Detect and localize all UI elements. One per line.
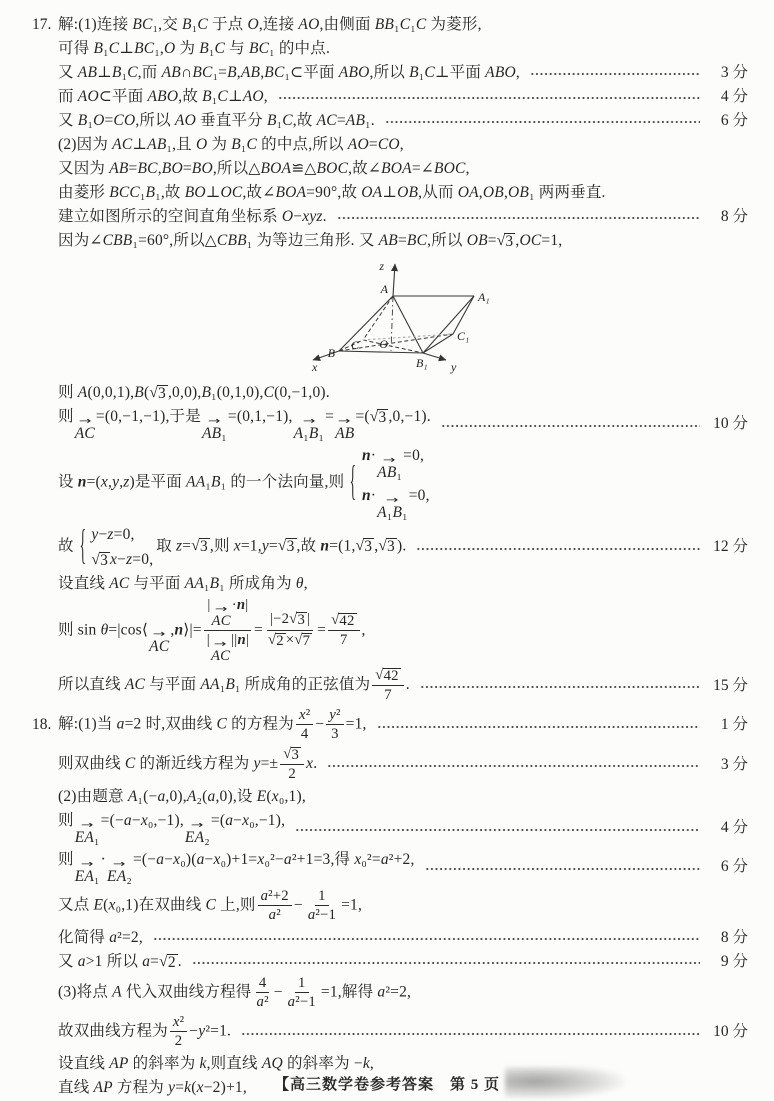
sqrt-radical: √ 3 xyxy=(355,537,373,556)
vector: → A₁B₁ xyxy=(293,415,325,442)
vector-arrow-icon: → xyxy=(214,603,228,615)
answer-line xyxy=(32,108,748,132)
line-text: 解:(1)连接 BC₁,交 B₁C 于点 O,连接 AO,由侧面 BB₁C₁C 为菱形, xyxy=(58,15,482,33)
fraction: $\frac{1}{\text{a²−1}}$ xyxy=(287,974,316,1011)
sqrt-radical: √ 2 xyxy=(159,952,176,971)
vector-arrow-icon: → xyxy=(190,819,204,831)
vector-arrow-icon: → xyxy=(383,454,397,466)
answer-line xyxy=(32,84,748,108)
sqrt-radical: √ 3 xyxy=(91,550,109,569)
vector: → AC xyxy=(211,603,231,629)
figure-label-A: A xyxy=(380,282,388,296)
vector: → EA₁ xyxy=(74,858,100,885)
score-label: 6 分 xyxy=(720,858,748,876)
cases-brace: { xyxy=(349,459,357,506)
line-text: 又因为 AB=BC,BO=BO,所以△BOA≌△BOC,故∠BOA=∠BOC, xyxy=(58,159,470,177)
answer-line xyxy=(32,595,748,665)
dotted-leader xyxy=(241,1028,700,1040)
line-text: 又 a>1 所以 a= √ 2 . xyxy=(58,952,182,971)
fraction: $\frac{\text{x²}}{4}$ xyxy=(296,707,313,743)
vector-arrow-icon: → xyxy=(302,415,316,427)
sqrt-radical: √ 3 xyxy=(378,537,395,556)
figure-row xyxy=(32,252,748,380)
cases-system: { y−z=0, √ 3 x−z=0, xyxy=(77,524,154,570)
line-text: (2)因为 AC⊥AB₁,且 O 为 B₁C 的中点,所以 AO=CO, xyxy=(58,135,404,153)
line-text: 故双曲线方程为 $\frac{\text{x²}}{2}$ −y²=1. xyxy=(58,1013,232,1050)
vector: → AB₁ xyxy=(377,454,403,481)
fraction: |−2 √ 3 | √ 2 × √ 7 xyxy=(265,611,315,649)
dotted-leader xyxy=(385,116,700,128)
answer-line xyxy=(32,404,748,443)
problem-number: 18. xyxy=(32,716,52,734)
score-label: 6 分 xyxy=(720,111,748,129)
vector: → A₁B₁ xyxy=(377,494,408,521)
page-footer xyxy=(0,1073,774,1094)
answer-line xyxy=(32,808,748,847)
answer-line xyxy=(32,784,748,808)
score-label: 3 分 xyxy=(720,755,748,773)
dotted-leader xyxy=(337,212,700,224)
line-text: 解:(1)当 a=2 时,双曲线 C 的方程为 $\frac{\text{x²}}{4}$ − $\frac{\text{y²}}{3}$ =1, xyxy=(58,706,367,743)
line-text: 又点 E(x₀,1)在双曲线 C 上,则 $\frac{\text{a²+2}}{\text{a²}}$ − $\frac{1}{\text{a²−1}}$ =1, xyxy=(58,887,363,924)
dotted-leader xyxy=(441,420,700,432)
dotted-leader xyxy=(153,933,700,945)
cases-system: { n· → AB₁ =0, n· → A₁B₁ =0, xyxy=(349,446,430,521)
vector: → EA₂ xyxy=(107,858,132,885)
vector: → AC xyxy=(210,638,231,664)
answer-line xyxy=(32,522,748,571)
score-label: 4 分 xyxy=(720,87,748,105)
sqrt-radical: √ 3 xyxy=(289,611,305,629)
answer-line xyxy=(32,228,748,252)
sqrt-radical: √ 42 xyxy=(331,611,355,629)
sqrt-radical: √ 3 xyxy=(369,407,387,426)
dotted-leader xyxy=(416,543,700,555)
vector: → AC xyxy=(74,415,95,442)
answer-line xyxy=(32,36,748,60)
answer-line xyxy=(32,705,748,744)
line-text: 则 A(0,0,1),B( √ 3 ,0,0),B₁(0,1,0),C(0,−1,0). xyxy=(58,383,330,402)
line-text: 设直线 AP 的斜率为 k,则直线 AQ 的斜率为 −k, xyxy=(58,1054,374,1072)
dotted-leader xyxy=(278,92,700,104)
answer-line xyxy=(32,380,748,404)
figure-label-C1: C₁ xyxy=(457,329,470,343)
answer-line xyxy=(32,847,748,886)
edge-A-B1 xyxy=(393,296,423,353)
answer-line xyxy=(32,925,748,949)
answer-line xyxy=(32,1051,748,1075)
vector: → AC xyxy=(149,628,170,655)
vector-arrow-icon: → xyxy=(207,415,221,427)
answer-line xyxy=(32,204,748,228)
figure-label-B: B xyxy=(327,346,335,360)
line-text: 又 B₁O=CO,所以 AO 垂直平分 B₁C,故 AC=AB₁. xyxy=(58,111,375,129)
line-text: 则 → AC =(0,−1,−1),于是 → AB₁ =(0,1,−1), → A₁B₁ = → AB =( √ 3 ,0,−1). xyxy=(58,407,431,442)
edge-C-C1 xyxy=(363,334,453,340)
vector-arrow-icon: → xyxy=(80,858,94,870)
sqrt-radical: √ 3 xyxy=(496,231,514,250)
fraction: $\frac{\text{y²}}{3}$ xyxy=(326,707,343,743)
z-axis xyxy=(393,264,395,296)
score-label: 8 分 xyxy=(720,928,748,946)
vector-arrow-icon: → xyxy=(214,638,227,650)
line-text: 故 { y−z=0, √ 3 x−z=0, 取 z= √ 3 ,则 x=1,y= √ 3 ,故 n=(1, √ 3 , √ 3 ). xyxy=(58,524,406,570)
score-label: 10 分 xyxy=(713,1023,748,1041)
score-label: 15 分 xyxy=(713,676,748,694)
figure-label-y: y xyxy=(451,360,457,374)
sqrt-radical: √ 7 xyxy=(294,631,311,649)
fraction: √ 42 7 xyxy=(328,612,359,649)
dotted-leader xyxy=(420,681,700,693)
answer-line xyxy=(32,1012,748,1051)
vector: → EA₁ xyxy=(74,819,100,846)
vector-arrow-icon: → xyxy=(338,415,352,427)
answer-line xyxy=(32,744,748,784)
line-text: (2)由题意 A₁(−a,0),A₂(a,0),设 E(x₀,1), xyxy=(58,787,306,805)
score-label: 12 分 xyxy=(713,538,748,556)
answer-line xyxy=(32,666,748,706)
answer-line xyxy=(32,949,748,973)
line-text: 化简得 a²=2, xyxy=(58,928,143,946)
line-text: 又 AB⊥B₁C,而 AB∩BC₁=B,AB,BC₁⊂平面 ABO,所以 B₁C⊥平面 ABO, xyxy=(58,63,520,81)
dotted-leader xyxy=(327,760,700,772)
answer-line xyxy=(32,12,748,36)
figure-label-B1: B₁ xyxy=(416,356,428,370)
answer-line xyxy=(32,132,748,156)
x-axis xyxy=(313,351,339,360)
score-label: 4 分 xyxy=(720,819,748,837)
figure-label-x: x xyxy=(312,360,318,374)
edge-A-C xyxy=(363,296,393,340)
vector-arrow-icon: → xyxy=(386,494,399,506)
line-text: 直线 AP 方程为 y=k(x−2)+1, xyxy=(58,1078,247,1096)
line-text: 设直线 AC 与平面 AA₁B₁ 所成角为 θ, xyxy=(58,574,308,592)
fraction: $\frac{\text{a²+2}}{\text{a²}}$ xyxy=(258,888,292,924)
sqrt-radical: √ 3 xyxy=(149,383,166,402)
sqrt-radical: √ 3 xyxy=(191,537,208,556)
score-label: 1 分 xyxy=(720,716,748,734)
vector-arrow-icon: → xyxy=(113,858,126,870)
sqrt-radical: √ 2 xyxy=(267,631,284,649)
dotted-leader xyxy=(192,957,700,969)
problem-number: 17. xyxy=(32,15,52,33)
line-text: 则 sin θ=|cos⟨ → AC ,n⟩|= | → AC ·n| | → AC ||n| = |−2 √ 3 | √ 2 × √ 7 = √ 42 7 , xyxy=(58,596,366,664)
line-text: 设 n=(x,y,z)是平面 AA₁B₁ 的一个法向量,则 { n· → AB₁ =0, n· → A₁B₁ =0, xyxy=(58,446,430,521)
score-label: 10 分 xyxy=(713,415,748,433)
score-label: 9 分 xyxy=(720,952,748,970)
line-text: 由菱形 BCC₁B₁,故 BO⊥OC,故∠BOA=90°,故 OA⊥OB,从而 OA,OB,OB₁ 两两垂直. xyxy=(58,183,606,201)
figure-label-A1: A₁ xyxy=(478,290,490,304)
dotted-leader xyxy=(530,68,700,80)
figure-label-O: O xyxy=(379,337,388,351)
fraction: √ 3 2 xyxy=(280,746,304,783)
line-text: (3)将点 A 代入双曲线方程得 $\frac{4}{\text{a²}}$ − $\frac{1}{\text{a²−1}}$ =1,解得 a²=2, xyxy=(58,974,412,1011)
score-label: 3 分 xyxy=(720,63,748,81)
fraction: $\frac{4}{\text{a²}}$ xyxy=(256,974,269,1011)
answer-line xyxy=(32,156,748,180)
footer-title: 【高三数学卷参考答案 第 5 页 xyxy=(273,1077,500,1093)
sqrt-radical: √ 42 xyxy=(375,667,399,685)
vector: → AB₁ xyxy=(201,415,227,442)
edge-A1-B1 xyxy=(423,296,474,353)
answer-line xyxy=(32,973,748,1012)
line-text: 则 → EA₁ · → EA₂ =(−a−x₀)(a−x₀)+1=x₀²−a²+1=3,得 x₀²=a²+2, xyxy=(58,850,415,885)
fraction: $\frac{1}{\text{a²−1}}$ xyxy=(307,887,337,924)
vector: → EA₂ xyxy=(184,819,210,846)
dotted-leader xyxy=(377,721,700,733)
vector: → AB xyxy=(335,415,355,442)
figure-edges xyxy=(313,264,474,360)
sqrt-radical: √ 3 xyxy=(283,745,300,763)
line-text: 所以直线 AC 与平面 AA₁B₁ 所成角的正弦值为 √ 42 7 . xyxy=(58,667,410,704)
dotted-leader xyxy=(295,824,700,836)
line-text: 则 → EA₁ =(−a−x₀,−1), → EA₂ =(a−x₀,−1), xyxy=(58,811,286,846)
line-text: 而 AO⊂平面 ABO,故 B₁C⊥AO, xyxy=(58,87,268,105)
answer-line xyxy=(32,571,748,595)
figure-label-C: C xyxy=(350,338,359,352)
answer-line xyxy=(32,443,748,522)
fraction: $\frac{\text{x²}}{2}$ xyxy=(170,1014,187,1050)
fraction: | → AC ·n| | → AC ||n| xyxy=(204,597,252,664)
vector-arrow-icon: → xyxy=(80,819,94,831)
cases-brace: { xyxy=(79,523,86,570)
coordinate-figure xyxy=(304,256,516,374)
fraction: √ 42 7 xyxy=(372,667,403,704)
figure-label-z: z xyxy=(379,259,384,273)
answer-line xyxy=(32,60,748,84)
vector-arrow-icon: → xyxy=(152,628,166,640)
dotted-leader xyxy=(425,863,700,875)
answer-line xyxy=(32,886,748,925)
line-text: 可得 B₁C⊥BC₁,O 为 B₁C 与 BC₁ 的中点. xyxy=(58,39,331,57)
vector-arrow-icon: → xyxy=(78,415,92,427)
answer-line xyxy=(32,180,748,204)
line-text: 则双曲线 C 的渐近线方程为 y=± √ 3 2 x. xyxy=(58,745,318,783)
sqrt-radical: √ 3 xyxy=(277,537,295,556)
line-text: 因为∠CBB₁=60°,所以△CBB₁ 为等边三角形. 又 AB=BC,所以 OB= √ 3 ,OC=1, xyxy=(58,231,563,250)
score-label: 8 分 xyxy=(720,207,748,225)
line-text: 建立如图所示的空间直角坐标系 O−xyz. xyxy=(58,207,327,225)
